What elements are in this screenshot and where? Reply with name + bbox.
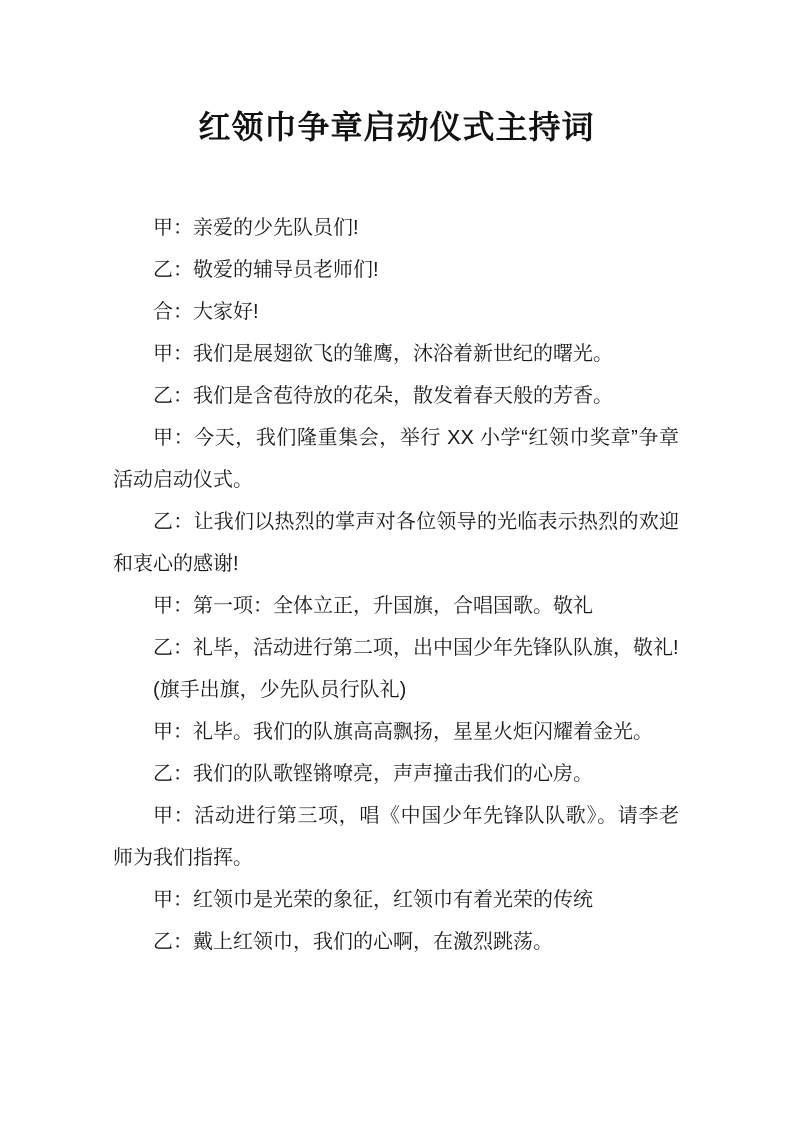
script-line: 乙：我们的队歌铿锵嘹亮，声声撞击我们的心房。: [153, 763, 593, 785]
script-line: 甲：第一项：全体立正，升国旗，合唱国歌。敬礼: [153, 595, 593, 617]
script-line: 乙：戴上红领巾，我们的心啊，在激烈跳荡。: [153, 931, 553, 953]
script-line: 甲：我们是展翅欲飞的雏鹰，沐浴着新世纪的曙光。: [153, 343, 613, 365]
script-line: 乙：我们是含苞待放的花朵，散发着春天般的芳香。: [153, 385, 613, 407]
document-title: 红领巾争章启动仪式主持词: [198, 109, 595, 145]
document-body: [0, 207, 793, 963]
script-line: 乙：礼毕，活动进行第二项，出中国少年先锋队队旗，敬礼!: [153, 637, 679, 659]
script-line: 甲：红领巾是光荣的象征，红领巾有着光荣的传统: [153, 889, 593, 911]
script-line: 甲：礼毕。我们的队旗高高飘扬，星星火炬闪耀着金光。: [153, 721, 653, 743]
script-line: (旗手出旗，少先队员行队礼): [153, 679, 407, 701]
script-line: 甲：活动进行第三项，唱《中国少年先锋队队歌》。请李老师为我们指挥。: [113, 805, 679, 869]
script-line: 甲：今天，我们隆重集会，举行 XX 小学“红领巾奖章”争章活动启动仪式。: [113, 427, 679, 491]
script-line: 乙：让我们以热烈的掌声对各位领导的光临表示热烈的欢迎和衷心的感谢!: [113, 511, 679, 575]
script-line: 合：大家好!: [153, 301, 259, 323]
script-line: 乙：敬爱的辅导员老师们!: [153, 259, 379, 281]
script-line: 甲：亲爱的少先队员们!: [153, 217, 359, 239]
